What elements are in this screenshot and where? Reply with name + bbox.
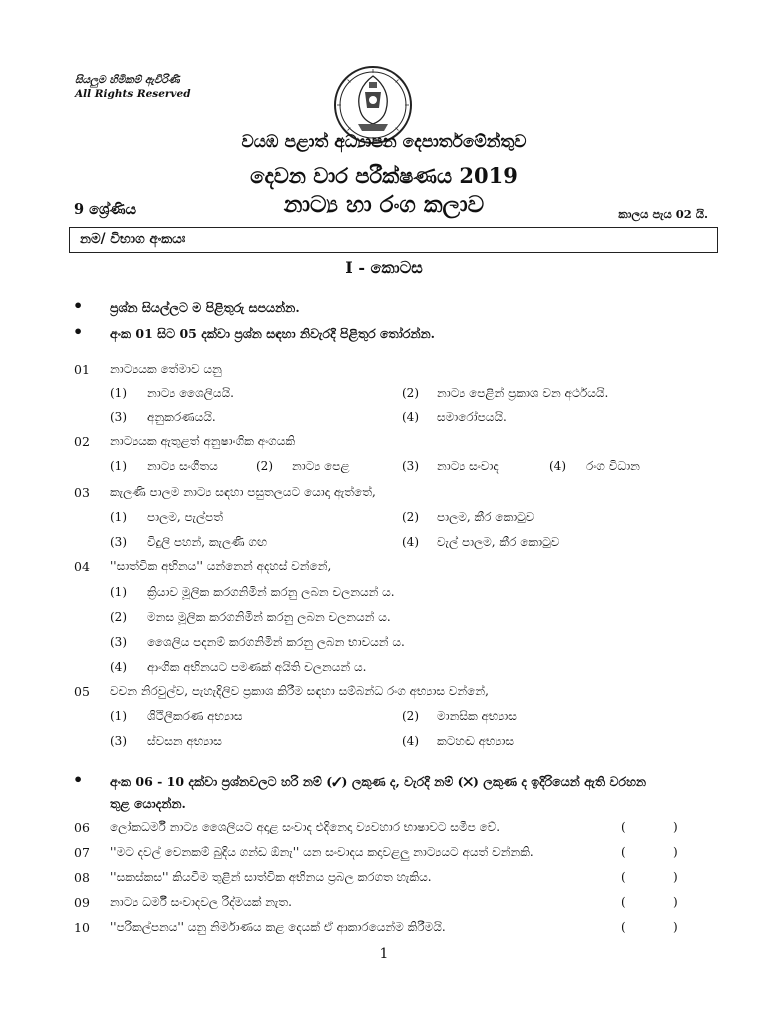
department-name: වයඹ පළාත් අධ්‍යාපන දෙපාර්තමේන්තුව <box>241 132 527 152</box>
subject-title: නාට්‍ය හා රංග කලාව <box>283 191 485 218</box>
option-number: (2) <box>110 610 127 624</box>
option-text: ආංගික අභිනයට පමණක් අයිති චලනයන් ය. <box>147 660 367 674</box>
question-number: 03 <box>74 485 90 500</box>
question-text: කැලණි පාලම නාට්‍ය සඳහා පසුතලයට යොදා ඇත්තේ, <box>110 485 376 499</box>
option-text: ස්වසන අභ්‍යාස <box>147 734 222 748</box>
option-number: (1) <box>110 510 127 524</box>
option-text: අනුකරණයයි. <box>147 410 216 424</box>
option-text: රංග විධාන <box>586 459 640 473</box>
question-number: 10 <box>74 920 90 935</box>
question-number: 07 <box>74 845 90 860</box>
question-text: නාට්‍යයක ඇතුළත් අනුෂාංගික අංගයකි <box>110 434 296 448</box>
option-text: නාට්‍ය සංගීතය <box>147 459 218 473</box>
tf-instruction-line1: අංක 06 - 10 දක්වා ප්‍රශ්නවලට හරි නම් (✓) ලකුණ ද, වැරදි නම් (✕) ලකුණ ද ඉදිරියෙන් ඇති වරහන <box>110 774 647 789</box>
instruction-item: ප්‍රශ්න සියල්ලට ම පිළිතුරු සපයන්න. <box>110 300 300 315</box>
bullet-icon: • <box>73 322 84 341</box>
bullet-icon: • <box>73 770 84 789</box>
option-number: (1) <box>110 709 127 723</box>
option-text: කටහඬ අභ්‍යාස <box>437 734 514 748</box>
option-text: නාට්‍ය පෙළ <box>292 459 350 473</box>
option-number: (3) <box>110 535 127 549</box>
answer-bracket-open[interactable]: ( <box>621 820 626 834</box>
question-number: 02 <box>74 434 90 449</box>
instruction-item: අංක 01 සිට 05 දක්වා ප්‍රශ්න සඳහා නිවැරදි පිළිතුර තෝරන්න. <box>110 326 436 341</box>
option-text: සමාරෝපයයි. <box>437 410 507 424</box>
tf-instruction-line2: තුළ යොදන්න. <box>110 796 186 811</box>
option-number: (1) <box>110 459 127 473</box>
question-text: ''පරිකල්පනය'' යනු නිර්මාණය කළ දෙයක් ඒ ආකාරයෙන්ම කිරීමයි. <box>110 920 446 934</box>
answer-bracket-open[interactable]: ( <box>621 895 626 909</box>
bullet-icon: • <box>73 296 84 315</box>
question-number: 05 <box>74 684 90 699</box>
question-number: 04 <box>74 559 90 574</box>
question-text: ලෝකධර්මී නාට්‍ය ශෛලියට අදාළ සංවාද එදිනෙදා ව්‍යවහාර භාෂාවට සමීප වේ. <box>110 820 501 834</box>
question-number: 06 <box>74 820 90 835</box>
question-number: 09 <box>74 895 90 910</box>
question-text: ''සකස්කස'' කියවීම තුළින් සාත්වික අභිනය ප්‍රබල කරගත හැකිය. <box>110 870 432 884</box>
option-number: (1) <box>110 585 127 599</box>
rights-sinhala: සියලුම හිමිකම් ඇවිරිණි <box>75 74 180 86</box>
section-title: I - කොටස <box>345 258 423 277</box>
page-number: 1 <box>379 946 389 962</box>
question-number: 08 <box>74 870 90 885</box>
option-text: නාට්‍ය සංවාද <box>437 459 499 473</box>
option-text: මානසික අභ්‍යාස <box>437 709 517 723</box>
option-number: (1) <box>110 386 127 400</box>
option-text: නාට්‍ය පෙළින් ප්‍රකාශ වන අර්ථයයි. <box>437 386 609 400</box>
option-text: ශිථිලීකරණ අභ්‍යාස <box>147 709 243 723</box>
option-number: (4) <box>549 459 566 473</box>
exam-title: දෙවන වාර පරීක්ෂණය 2019 <box>250 163 518 188</box>
question-text: ''මට දවල් වෙනකම් බුදිය ගන්ඩ ඕනැ'' යන සංවාදය කදාවළලු නාට්‍යයට අයත් වන්නකි. <box>110 845 534 859</box>
option-number: (3) <box>110 734 127 748</box>
answer-bracket-close: ) <box>673 895 678 909</box>
option-text: විදුලි පහන්, කැලණි ගඟ <box>147 535 268 549</box>
option-number: (3) <box>402 459 419 473</box>
name-index-label: නම/ විභාග අංකයඃ <box>80 231 186 247</box>
option-number: (2) <box>402 386 419 400</box>
option-number: (3) <box>110 635 127 649</box>
answer-bracket-open[interactable]: ( <box>621 870 626 884</box>
option-number: (4) <box>402 535 419 549</box>
answer-bracket-open[interactable]: ( <box>621 845 626 859</box>
answer-bracket-close: ) <box>673 870 678 884</box>
name-index-box[interactable] <box>69 227 718 253</box>
rights-english: All Rights Reserved <box>75 88 191 100</box>
question-text: වචන නිරවුල්ව, පැහැදිලිව ප්‍රකාශ කිරීම සඳහා සම්බන්ධ රංග අභ්‍යාස වන්නේ, <box>110 684 489 698</box>
answer-bracket-close: ) <box>673 845 678 859</box>
time-allowed: කාලය පැය 02 යි. <box>618 207 708 221</box>
option-number: (3) <box>110 410 127 424</box>
answer-bracket-close: ) <box>673 820 678 834</box>
question-text: නාට්‍යයක තේමාව යනු <box>110 362 222 376</box>
option-number: (2) <box>402 709 419 723</box>
option-text: පාලම, කීර කොටුව <box>437 510 535 524</box>
option-number: (4) <box>402 734 419 748</box>
answer-bracket-close: ) <box>673 920 678 934</box>
option-text: නාට්‍ය ශෛලියයි. <box>147 386 234 400</box>
rights-notice <box>75 73 191 101</box>
option-number: (4) <box>110 660 127 674</box>
question-number: 01 <box>74 362 90 377</box>
option-text: පාලම, පැල්පත් <box>147 510 223 524</box>
question-text: නාට්‍ය ධර්මී සංවාදවල රිද්මයක් නැත. <box>110 895 292 909</box>
option-text: වැල් පාලම, කීර කොටුව <box>437 535 560 549</box>
grade-label: 9 ශ්‍රේණිය <box>74 201 137 218</box>
answer-bracket-open[interactable]: ( <box>621 920 626 934</box>
option-number: (2) <box>402 510 419 524</box>
option-text: ක්‍රියාව මූලික කරගනිමින් කරනු ලබන චලනයන් ය. <box>147 585 395 599</box>
question-text: ''සාත්වික අභිනය'' යන්නෙන් අදහස් වන්නේ, <box>110 559 332 573</box>
option-text: මනස මූලික කරගනිමින් කරනු ලබන චලනයන් ය. <box>147 610 391 624</box>
option-number: (2) <box>256 459 273 473</box>
option-number: (4) <box>402 410 419 424</box>
option-text: ශෛලිය පදනම් කරගනිමින් කරනු ලබන භාවයන් ය. <box>147 635 405 649</box>
